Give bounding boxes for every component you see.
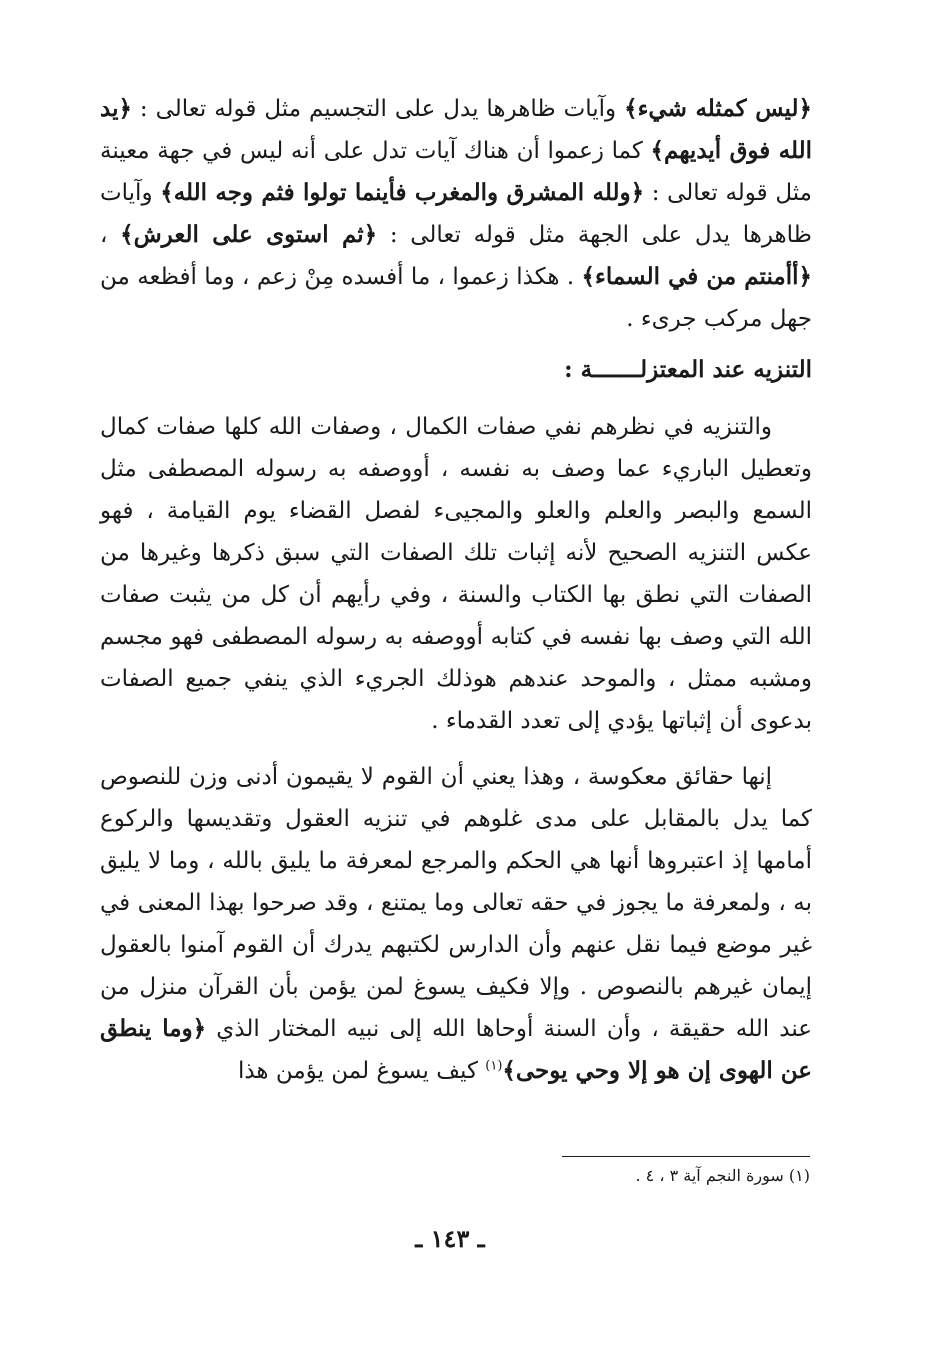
body-text: . هكذا زعموا ، ما أفسده مِنْ زعم ، وما أفظعه من جهل مركب جرىء .	[100, 264, 812, 332]
page-number: ـ ١٤٣ ـ	[415, 1224, 485, 1253]
quran-verse: ﴿أأمنتم من في السماء﴾	[581, 263, 813, 290]
quran-verse: ﴿ولله المشرق والمغرب فأينما تولوا فثم وجه الله﴾	[160, 179, 645, 206]
body-text: ،	[100, 222, 121, 248]
paragraph-3	[100, 756, 812, 1092]
body-text: وآيات ظاهرها يدل على التجسيم مثل قوله تعالى :	[131, 96, 625, 122]
footnote-marker: (١)	[485, 1058, 503, 1074]
quran-verse: ﴿ليس كمثله شيء﴾	[624, 95, 812, 122]
body-text: كيف يسوغ لمن يؤمن هذا	[237, 1058, 486, 1084]
page-body	[100, 88, 812, 1092]
quran-verse: ﴿يد الله فوق أيديهم﴾	[100, 95, 813, 164]
footnote-divider	[562, 1156, 810, 1157]
quran-verse: ﴿ثم استوى على العرش﴾	[120, 221, 378, 248]
intro-paragraph	[100, 88, 812, 340]
quran-verse: ﴿وما ينطق عن الهوى إن هو إلا وحي يوحى﴾	[100, 1015, 812, 1084]
body-text: وآيات ظاهرها يدل على الجهة مثل قوله تعالى :	[100, 180, 812, 248]
paragraph-2: والتنزيه في نظرهم نفي صفات الكمال ، وصفات الله كلها صفات كمال وتعطيل الباريء عما وصف به نفسه ، أووصفه به رسوله المصطفى مثل السمع والبصر والعلم والعلو والمجيىء لفصل القضاء يوم القيامة ، فهو عكس التنزيه الصحيح لأنه إثبات تلك الصفات التي سبق ذكرها وغيرها من الصفات التي نطق بها الكتاب والسنة ، وفي رأيهم أن كل من يثبت صفات الله التي وصف بها نفسه في كتابه أووصفه به رسوله المصطفى فهو مجسم ومشبه ممثل ، والموحد عندهم هوذلك الجريء الذي ينفي جميع الصفات بدعوى أن إثباتها يؤدي إلى تعدد القدماء .	[100, 414, 812, 734]
section-heading: التنزيه عند المعتزلـــــــة :	[564, 356, 812, 383]
body-text: كما زعموا أن هناك آيات تدل على أنه ليس في جهة معينة مثل قوله تعالى :	[100, 138, 812, 206]
footnote: (١) سورة النجم آية ٣ ، ٤ .	[635, 1166, 810, 1185]
body-text: إنها حقائق معكوسة ، وهذا يعني أن القوم لا يقيمون أدنى وزن للنصوص كما يدل بالمقابل على مدى غلوهم في تنزيه العقول وتقديسها والركوع أمامها إذ اعتبروها أنها هي الحكم والمرجع لمعرفة ما يليق بالله ، وما لا يليق به ، ولمعرفة ما يجوز في حقه تعالى وما يمتنع ، وقد صرحوا بهذا المعنى في غير موضع فيما نقل عنهم وأن الدارس لكتبهم يدرك أن القوم آمنوا بالعقول إيمان غيرهم بالنصوص . وإلا فكيف يسوغ لمن يؤمن بأن القرآن منزل من عند الله حقيقة ، وأن السنة أوحاها الله إلى نبيه المختار الذي	[100, 764, 813, 1042]
